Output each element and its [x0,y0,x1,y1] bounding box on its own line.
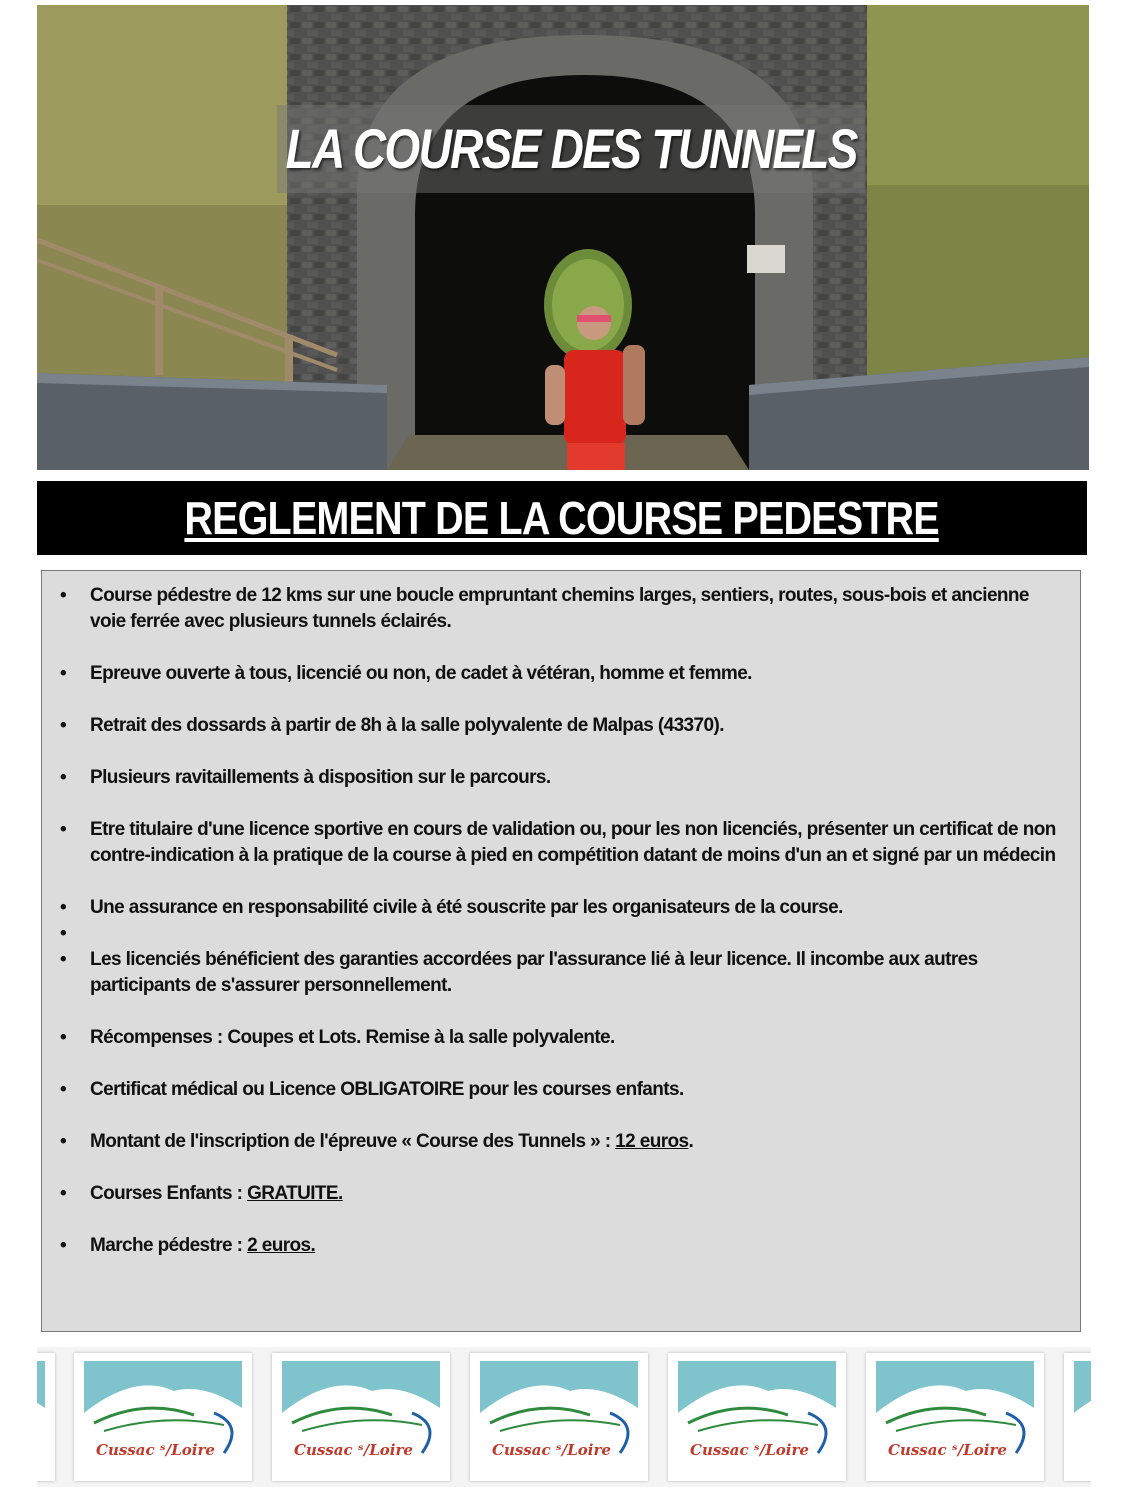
rule-item [42,765,1082,791]
rule-item-empty [42,921,1082,947]
logo-text: Cussac ˢ/Loire [96,1441,215,1459]
rules-box [41,570,1081,1332]
bullet: • [60,585,67,606]
hero-photo [37,5,1089,470]
logo-strip [37,1347,1091,1487]
rule-item-kids [42,1181,1082,1207]
cussac-logo [470,1353,648,1481]
rule-text: Epreuve ouverte à tous, licencié ou non, de cadet à vétéran, homme et femme. [90,663,752,684]
mountain-logo-icon [470,1353,648,1481]
cussac-logo [272,1353,450,1481]
rules-banner [37,481,1087,555]
rule-item [42,1025,1082,1051]
rule-text: Les licenciés bénéficient des garanties accordées par l'assurance lié à leur licence. Il incombe aux autres participants de s'assurer personnellement. [90,949,978,996]
bullet: • [60,1027,67,1048]
rule-item [42,661,1082,687]
cussac-logo [866,1353,1044,1481]
bullet: • [60,897,67,918]
bullet: • [60,715,67,736]
logo-text: Cussac ˢ/Loire [492,1441,611,1459]
walk-label: Marche pédestre : [90,1235,248,1256]
rule-item [42,817,1082,869]
kids-label: Courses Enfants : [90,1183,248,1204]
bullet: • [60,949,67,970]
fee-label: Montant de l'inscription de l'épreuve « Course des Tunnels » : [90,1131,616,1152]
rules-list [42,583,1082,1285]
rule-item [42,583,1082,635]
rule-item [42,947,1082,999]
rule-item [42,713,1082,739]
bullet: • [60,923,67,944]
rule-item [42,1077,1082,1103]
hero-title-box [277,105,865,193]
fee-suffix: . [688,1131,694,1152]
rule-text: Course pédestre de 12 kms sur une boucle empruntant chemins larges, sentiers, routes, sous-bois et ancienne voie ferrée avec plusieurs tunnels éclairés. [90,585,1029,632]
bullet: • [60,663,67,684]
mountain-logo-icon [668,1353,846,1481]
rule-text: Plusieurs ravitaillements à disposition sur le parcours. [90,767,551,788]
cussac-logo [1064,1353,1091,1481]
logo-text: Cussac ˢ/Loire [888,1441,1007,1459]
rule-text: Retrait des dossards à partir de 8h à la salle polyvalente de Malpas (43370). [90,715,724,736]
mountain-logo-icon [866,1353,1044,1481]
tunnel-photo-illustration [37,5,1089,470]
bullet: • [60,1131,67,1152]
fee-value: 12 euros [615,1131,689,1152]
rule-text: Etre titulaire d'une licence sportive en cours de validation ou, pour les non licenciés, présenter un certificat de non contre-indication à la pratique de la course à pied en compétition datant de moins d'un an et signé par un médecin [90,819,1056,866]
bullet: • [60,767,67,788]
rule-item-walk [42,1233,1082,1259]
kids-value: GRATUITE. [247,1183,343,1204]
logo-text: Cussac ˢ/Loire [690,1441,809,1459]
bullet: • [60,1235,67,1256]
hero-title: LA COURSE DES TUNNELS [285,117,857,180]
cussac-logo [668,1353,846,1481]
rule-text: Une assurance en responsabilité civile à été souscrite par les organisateurs de la course. [90,897,843,918]
mountain-logo-icon [1064,1353,1091,1481]
rules-banner-title: REGLEMENT DE LA COURSE PEDESTRE [184,492,940,544]
cussac-logo [74,1353,252,1481]
bullet: • [60,1183,67,1204]
logo-text: Cussac ˢ/Loire [294,1441,413,1459]
walk-value: 2 euros. [247,1235,316,1256]
mountain-logo-icon [272,1353,450,1481]
rule-text: Certificat médical ou Licence OBLIGATOIRE pour les courses enfants. [90,1079,684,1100]
bullet: • [60,1079,67,1100]
rule-text: Récompenses : Coupes et Lots. Remise à la salle polyvalente. [90,1027,615,1048]
cussac-logo [37,1353,55,1481]
rule-item-fee [42,1129,1082,1155]
bullet: • [60,819,67,840]
mountain-logo-icon [37,1353,55,1481]
rule-item [42,895,1082,921]
mountain-logo-icon [74,1353,252,1481]
